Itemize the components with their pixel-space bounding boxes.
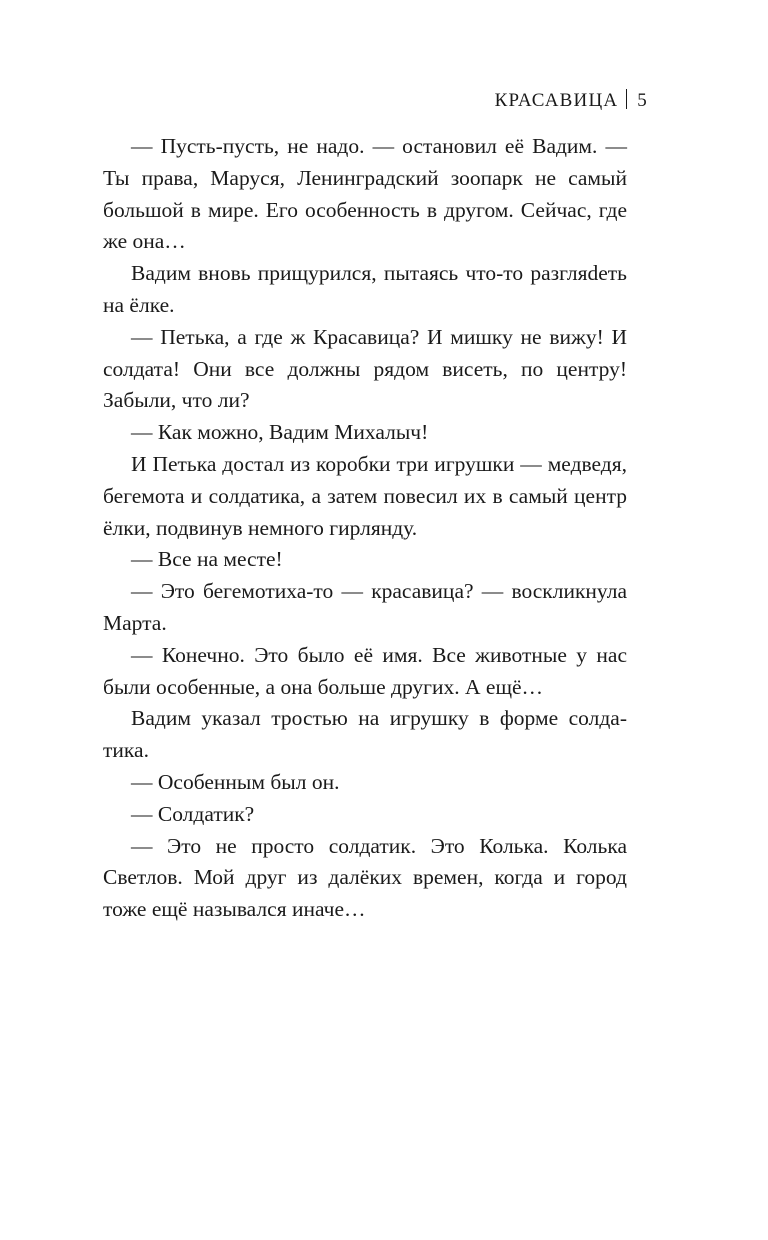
chapter-title: КРАСАВИЦА: [494, 90, 619, 111]
paragraph: — Конечно. Это было её имя. Все животные у нас были особенные, а она больше других. А ещё…: [103, 642, 627, 699]
paragraph: — Это бегемотиха-то — красавица? — воскликнула Марта.: [103, 579, 627, 635]
running-head: [495, 89, 648, 113]
paragraph: — Солдатик?: [131, 801, 255, 826]
body-text: [103, 131, 627, 926]
paragraph: Вадим указал тростью на игрушку в форме солдатика.: [103, 706, 627, 763]
header-separator: [626, 89, 627, 109]
paragraph: — Особенным был он.: [131, 769, 340, 794]
paragraph: — Все на месте!: [131, 547, 283, 572]
paragraph: — Пусть-пусть, не надо. — остановил её Вадим. — Ты права, Маруся, Ленинградский зоопарк не самый большой в мире. Его особенность в другом. Сейчас, где же она…: [103, 134, 627, 254]
paragraph: — Это не просто солдатик. Это Колька. Колька Светлов. Мой друг из далёких времен, когда и город тоже ещё назывался иначе…: [103, 833, 627, 922]
page-number: 5: [637, 90, 648, 111]
paragraph: — Петька, а где ж Красавица? И мишку не вижу! И солдата! Они все должны рядом висеть, по центру! Забыли, что ли?: [103, 324, 627, 413]
paragraph: — Как можно, Вадим Михалыч!: [131, 420, 429, 445]
paragraph: Вадим вновь прищурился, пытаясь что-то разгляdеть на ёлке.: [103, 261, 627, 317]
paragraph: И Петька достал из коробки три игрушки — медведя, бегемота и солдатика, а затем повесил их в самый центр ёлки, подвинув немного гирлянду.: [103, 451, 627, 540]
